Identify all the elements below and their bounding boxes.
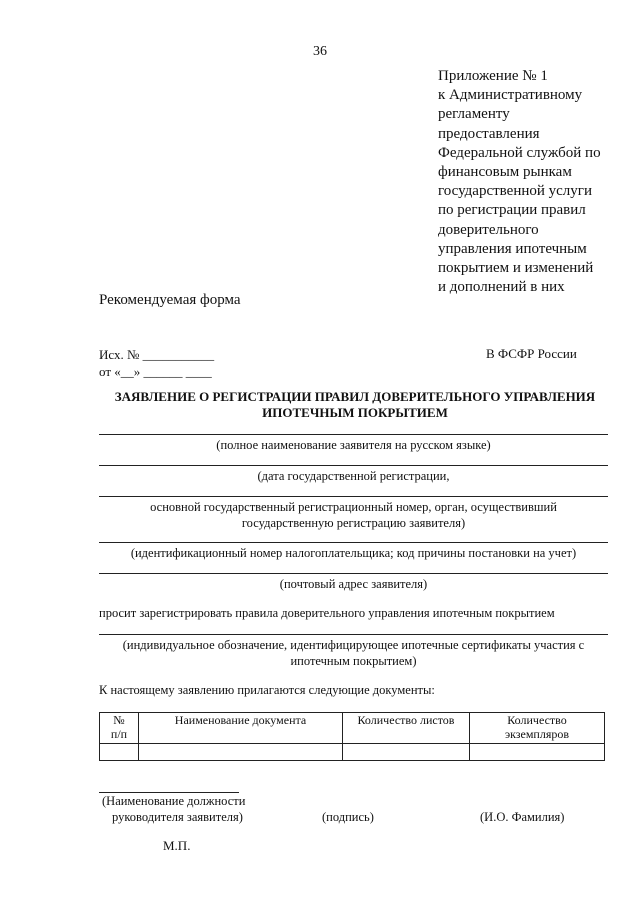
postal-line <box>99 573 608 574</box>
outgoing-date: от «__» ______ ____ <box>99 364 212 379</box>
outgoing-reference <box>99 346 214 380</box>
header-number-line2: п/п <box>110 727 128 741</box>
full-name-line <box>99 434 608 435</box>
appendix-line: государственной услуги <box>438 183 592 200</box>
outgoing-number: Исх. № ___________ <box>99 347 215 362</box>
title-line: ЗАЯВЛЕНИЕ О РЕГИСТРАЦИИ ПРАВИЛ ДОВЕРИТЕЛЬНОГО УПРАВЛЕНИЯ <box>114 389 596 404</box>
appendix-line: управления ипотечным <box>438 240 587 257</box>
caption-line: ипотечным покрытием) <box>290 654 417 668</box>
appendix-block <box>438 67 638 297</box>
stamp-place: М.П. <box>163 838 191 853</box>
header-sheet-count <box>343 713 470 744</box>
table-header-row <box>100 713 605 744</box>
table-cell[interactable] <box>100 744 139 761</box>
appendix-line: предоставления <box>438 125 540 142</box>
document-title <box>95 389 615 421</box>
inn-line <box>99 542 608 543</box>
header-document-name-text: Наименование документа <box>174 713 307 727</box>
appendix-line: к Административному <box>438 87 583 104</box>
reg-date-line <box>99 465 608 466</box>
header-sheet-count-text: Количество листов <box>357 713 455 727</box>
page-number: 36 <box>313 44 327 59</box>
full-name-signature-caption: (И.О. Фамилия) <box>480 810 565 824</box>
caption-line: государственную регистрацию заявителя) <box>241 516 466 530</box>
designation-line <box>99 634 608 635</box>
header-document-name <box>139 713 343 744</box>
position-caption-line2: руководителя заявителя) <box>112 810 243 824</box>
appendix-line: Федеральной службой по <box>438 144 601 161</box>
position-caption <box>102 793 245 825</box>
reg-number-caption <box>99 499 608 531</box>
full-name-caption: (полное наименование заявителя на русском языке) <box>216 438 491 452</box>
appendix-line: Приложение № 1 <box>438 68 548 84</box>
position-caption-line1: (Наименование должности <box>102 794 246 808</box>
addressee: В ФСФР России <box>486 346 577 361</box>
appendix-line: доверительного <box>438 221 539 238</box>
header-number-line1: № <box>113 713 125 727</box>
appendix-line: и дополнений в них <box>438 279 565 296</box>
designation-caption <box>99 637 608 669</box>
documents-table <box>99 712 605 761</box>
recommended-form-label: Рекомендуемая форма <box>99 292 241 308</box>
attachments-intro: К настоящему заявлению прилагаются следующие документы: <box>99 683 435 697</box>
caption-line: (индивидуальное обозначение, идентифицирующее ипотечные сертификаты участия с <box>122 638 585 652</box>
postal-caption: (почтовый адрес заявителя) <box>279 577 428 591</box>
reg-date-caption: (дата государственной регистрации, <box>257 469 450 483</box>
table-cell[interactable] <box>470 744 605 761</box>
appendix-line: покрытием и изменений <box>438 260 594 277</box>
header-number <box>100 713 139 744</box>
appendix-line: регламенту <box>438 106 510 123</box>
appendix-line: финансовым рынкам <box>438 164 572 181</box>
header-copies-line2: экземпляров <box>504 727 570 741</box>
header-copies <box>470 713 605 744</box>
header-copies-line1: Количество <box>507 713 567 727</box>
inn-caption: (идентификационный номер налогоплательщика; код причины постановки на учет) <box>130 546 577 560</box>
table-cell[interactable] <box>343 744 470 761</box>
reg-number-line <box>99 496 608 497</box>
appendix-line: по регистрации правил <box>438 202 586 219</box>
request-text: просит зарегистрировать правила доверительного управления ипотечным покрытием <box>99 606 555 620</box>
table-cell[interactable] <box>139 744 343 761</box>
signature-caption: (подпись) <box>322 810 374 824</box>
caption-line: основной государственный регистрационный номер, орган, осуществивший <box>150 500 557 514</box>
title-line: ИПОТЕЧНЫМ ПОКРЫТИЕМ <box>262 405 448 420</box>
table-row <box>100 744 605 761</box>
